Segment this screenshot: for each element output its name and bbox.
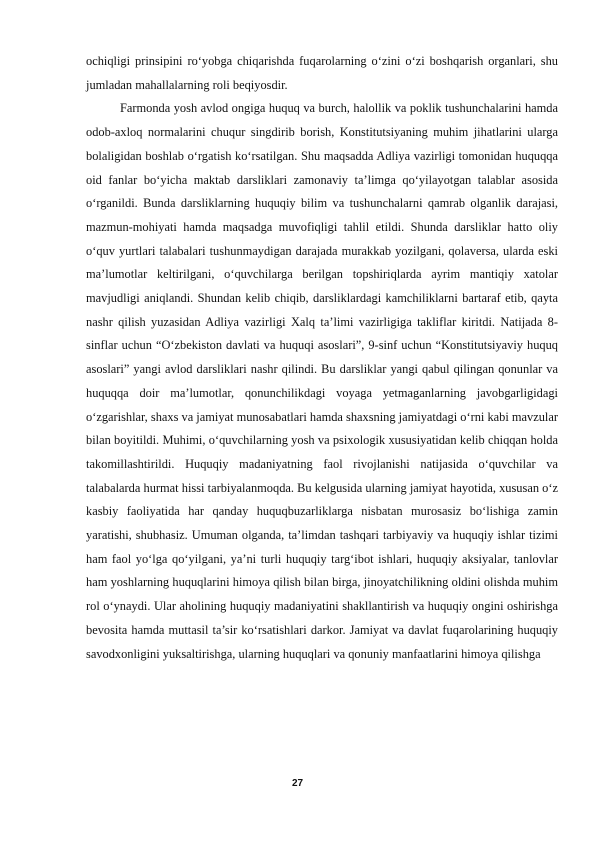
page-number: 27: [291, 778, 304, 789]
paragraph-main: Farmonda yosh avlod ongiga huquq va burch, halollik va poklik tushunchalarini hamda odob-axloq normalarini chuqur singdirib borish, Konstitutsiyaning muhim jihatlarini ularga bolaligidan boshlab o‘rgatish ko‘rsatilgan. Shu maqsadda Adliya vazirligi tomonidan huquqqa oid fanlar bo‘yicha maktab darsliklari zamonaviy ta’limga qo‘yilayotgan talablar asosida o‘rganildi. Bunda darsliklarning huquqiy bilim va tushunchalarni qamrab olganlik darajasi, mazmun-mohiyati hamda maqsadga muvofiqligi tahlil etildi. Shunda darsliklar hatto oliy o‘quv yurtlari talabalari tushunmaydigan darajada murakkab yozilgani, qolaversa, ularda eski ma’lumotlar keltirilgani, o‘quvchilarga berilgan topshiriqlarda ayrim mantiqiy xatolar mavjudligi aniqlandi. Shundan kelib chiqib, darsliklardagi kamchiliklarni bartaraf etib, qayta nashr qilish yuzasidan Adliya vazirligi Xalq ta’limi vazirligiga takliflar kiritdi. Natijada 8-sinflar uchun “O‘zbekiston davlati va huquqi asoslari”, 9-sinf uchun “Konstitutsiyaviy huquq asoslari” yangi avlod darsliklari nashr qilindi. Bu darsliklar yangi qabul qilingan qonunlar va huquqqa doir ma’lumotlar, qonunchilikdagi voyaga yetmaganlarning javobgarligidagi o‘zgarishlar, shaxs va jamiyat munosabatlari hamda shaxsning jamiyatdagi o‘rni kabi mavzular bilan boyitildi. Muhimi, o‘quvchilarning yosh va psixologik xususiyatidan kelib chiqqan holda takomillashtirildi. Huquqiy madaniyatning faol rivojlanishi natijasida o‘quvchilar va talabalarda hurmat hissi tarbiyalanmoqda. Bu kelgusida ularning jamiyat hayotida, xususan o‘z kasbiy faoliyatida har qanday huquqbuzarliklarga nisbatan murosasiz bo‘lishiga zamin yaratishi, shubhasiz. Umuman olganda, ta’limdan tashqari tarbiyaviy va huquqiy ishlar tizimi ham faol yo‘lga qo‘yilgani, ya’ni turli huquqiy targ‘ibot ishlari, huquqiy aksiyalar, tanlovlar ham yoshlarning huquqlarini himoya qilish bilan birga, jinoyatchilikning oldini olishda muhim rol o‘ynaydi. Ular aholining huquqiy madaniyatini shakllantirish va huquqiy ongini oshirishga bevosita hamda muttasil ta’sir ko‘rsatishlari darkor. Jamiyat va davlat fuqarolarining huquqiy savodxonligini yuksaltirishga, ularning huquqlari va qonuniy manfaatlarini himoya qilishga: [86, 101, 558, 661]
document-body: [86, 50, 558, 666]
paragraph-continuation: ochiqligi prinsipini ro‘yobga chiqarishda fuqarolarning o‘zini o‘zi boshqarish organlari, shu jumladan mahallalarning roli beqiyosdir.: [86, 54, 558, 92]
